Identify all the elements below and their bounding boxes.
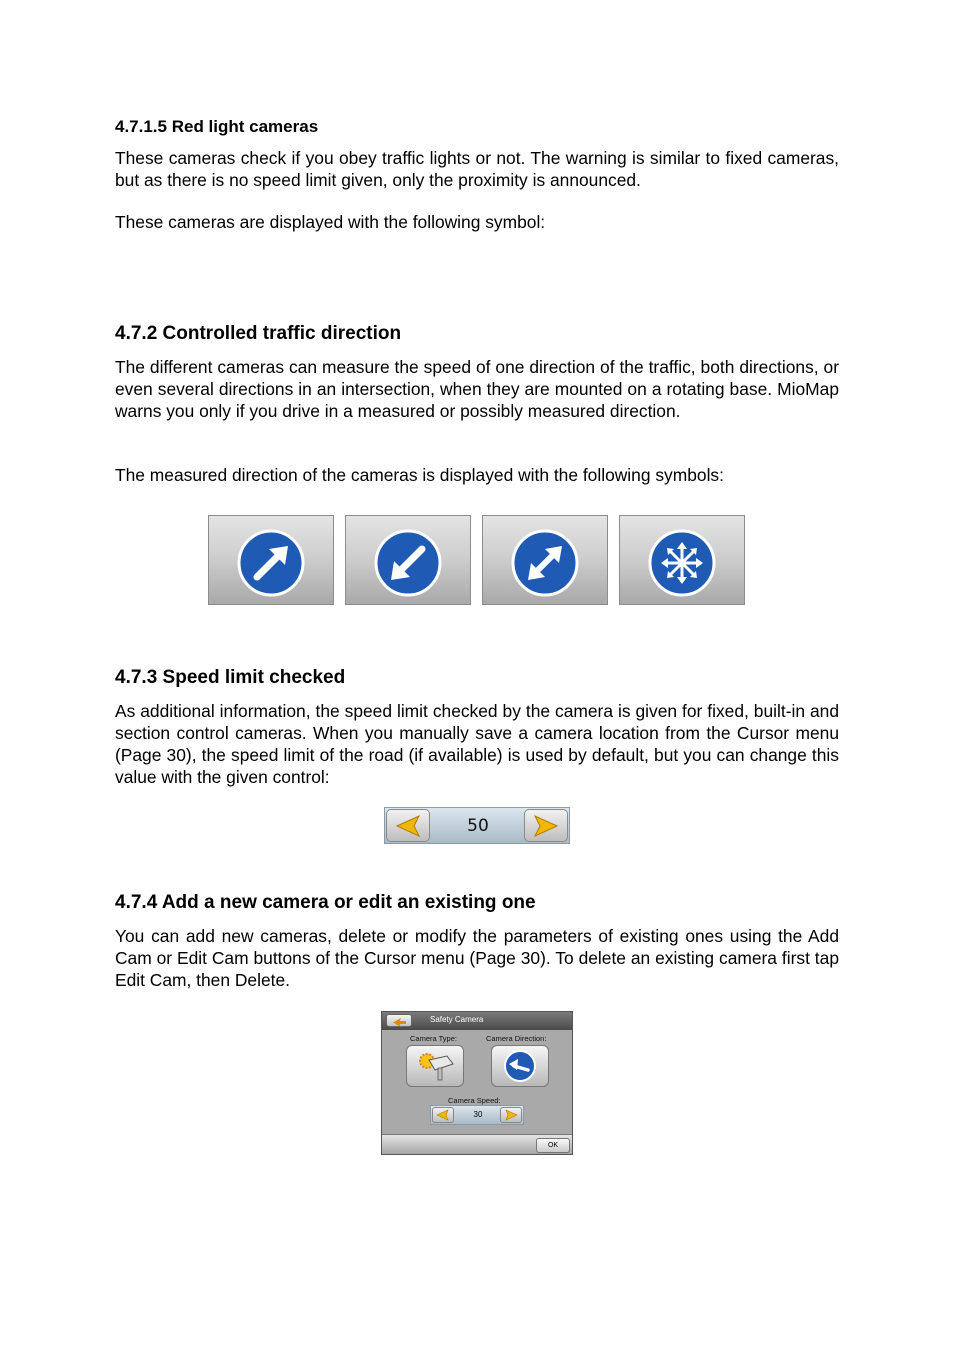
- arrow-left-direction-icon: [492, 1046, 548, 1086]
- camera-speed-decrease-button[interactable]: [432, 1107, 454, 1123]
- camera-direction-button[interactable]: [491, 1045, 549, 1087]
- arrow-right-icon: [501, 1108, 521, 1122]
- safety-camera-dialog: [381, 1011, 573, 1155]
- arrow-right-icon: [525, 810, 567, 841]
- camera-direction-label: Camera Direction:: [486, 1034, 547, 1043]
- camera-type-label: Camera Type:: [410, 1034, 457, 1043]
- back-arrow-icon: [387, 1017, 411, 1028]
- camera-speed-value: 30: [473, 1110, 483, 1119]
- heading-red-light-cameras: 4.7.1.5 Red light cameras: [115, 117, 319, 136]
- camera-speed-increase-button[interactable]: [500, 1107, 522, 1123]
- arrows-all-directions-icon: [619, 515, 745, 605]
- speed-limit-control: [384, 807, 570, 844]
- paragraph-direction-symbols: The measured direction of the cameras is displayed with the following symbols:: [115, 465, 724, 485]
- heading-add-camera: 4.7.4 Add a new camera or edit an existing one: [115, 892, 536, 913]
- camera-speed-label: Camera Speed:: [448, 1096, 501, 1105]
- speed-increase-button[interactable]: [524, 809, 568, 842]
- paragraph-traffic-direction: The different cameras can measure the speed of one direction of the traffic, both directions, or even several directions in an intersection, when they are mounted on a rotating base. MioMap warns you only if you drive in a measured or possibly measured direction.: [115, 357, 839, 421]
- speed-decrease-button[interactable]: [386, 809, 430, 842]
- arrow-both-diagonal-icon: [482, 515, 608, 605]
- dialog-footer: [382, 1134, 572, 1155]
- arrow-down-left-icon: [345, 515, 471, 605]
- heading-controlled-traffic-direction: 4.7.2 Controlled traffic direction: [115, 323, 402, 344]
- camera-speed-control: [430, 1105, 524, 1125]
- heading-speed-limit-checked: 4.7.3 Speed limit checked: [115, 667, 346, 688]
- paragraph-red-light-symbol: These cameras are displayed with the following symbol:: [115, 212, 546, 232]
- dialog-title-bar: [382, 1012, 572, 1030]
- ok-button[interactable]: OK: [536, 1138, 570, 1153]
- speed-value: 50: [467, 816, 489, 836]
- arrow-left-icon: [387, 810, 429, 841]
- arrow-left-icon: [433, 1108, 453, 1122]
- arrow-up-right-icon: [208, 515, 334, 605]
- paragraph-red-light-description: These cameras check if you obey traffic lights or not. The warning is similar to fixed cameras, but as there is no speed limit given, only the proximity is announced.: [115, 148, 839, 190]
- back-button[interactable]: [386, 1014, 412, 1027]
- paragraph-add-camera: You can add new cameras, delete or modify the parameters of existing ones using the Add Cam or Edit Cam buttons of the Cursor menu (Page 30). To delete an existing camera first tap Edit Cam, then Delete.: [115, 926, 839, 990]
- camera-icon: [407, 1046, 463, 1086]
- camera-type-button[interactable]: [406, 1045, 464, 1087]
- dialog-title: Safety Camera: [430, 1015, 484, 1024]
- paragraph-speed-limit: As additional information, the speed limit checked by the camera is given for fixed, built-in and section control cameras. When you manually save a camera location from the Cursor menu (Page 30), the speed limit of the road (if available) is used by default, but you can change this value with the given control:: [115, 701, 839, 787]
